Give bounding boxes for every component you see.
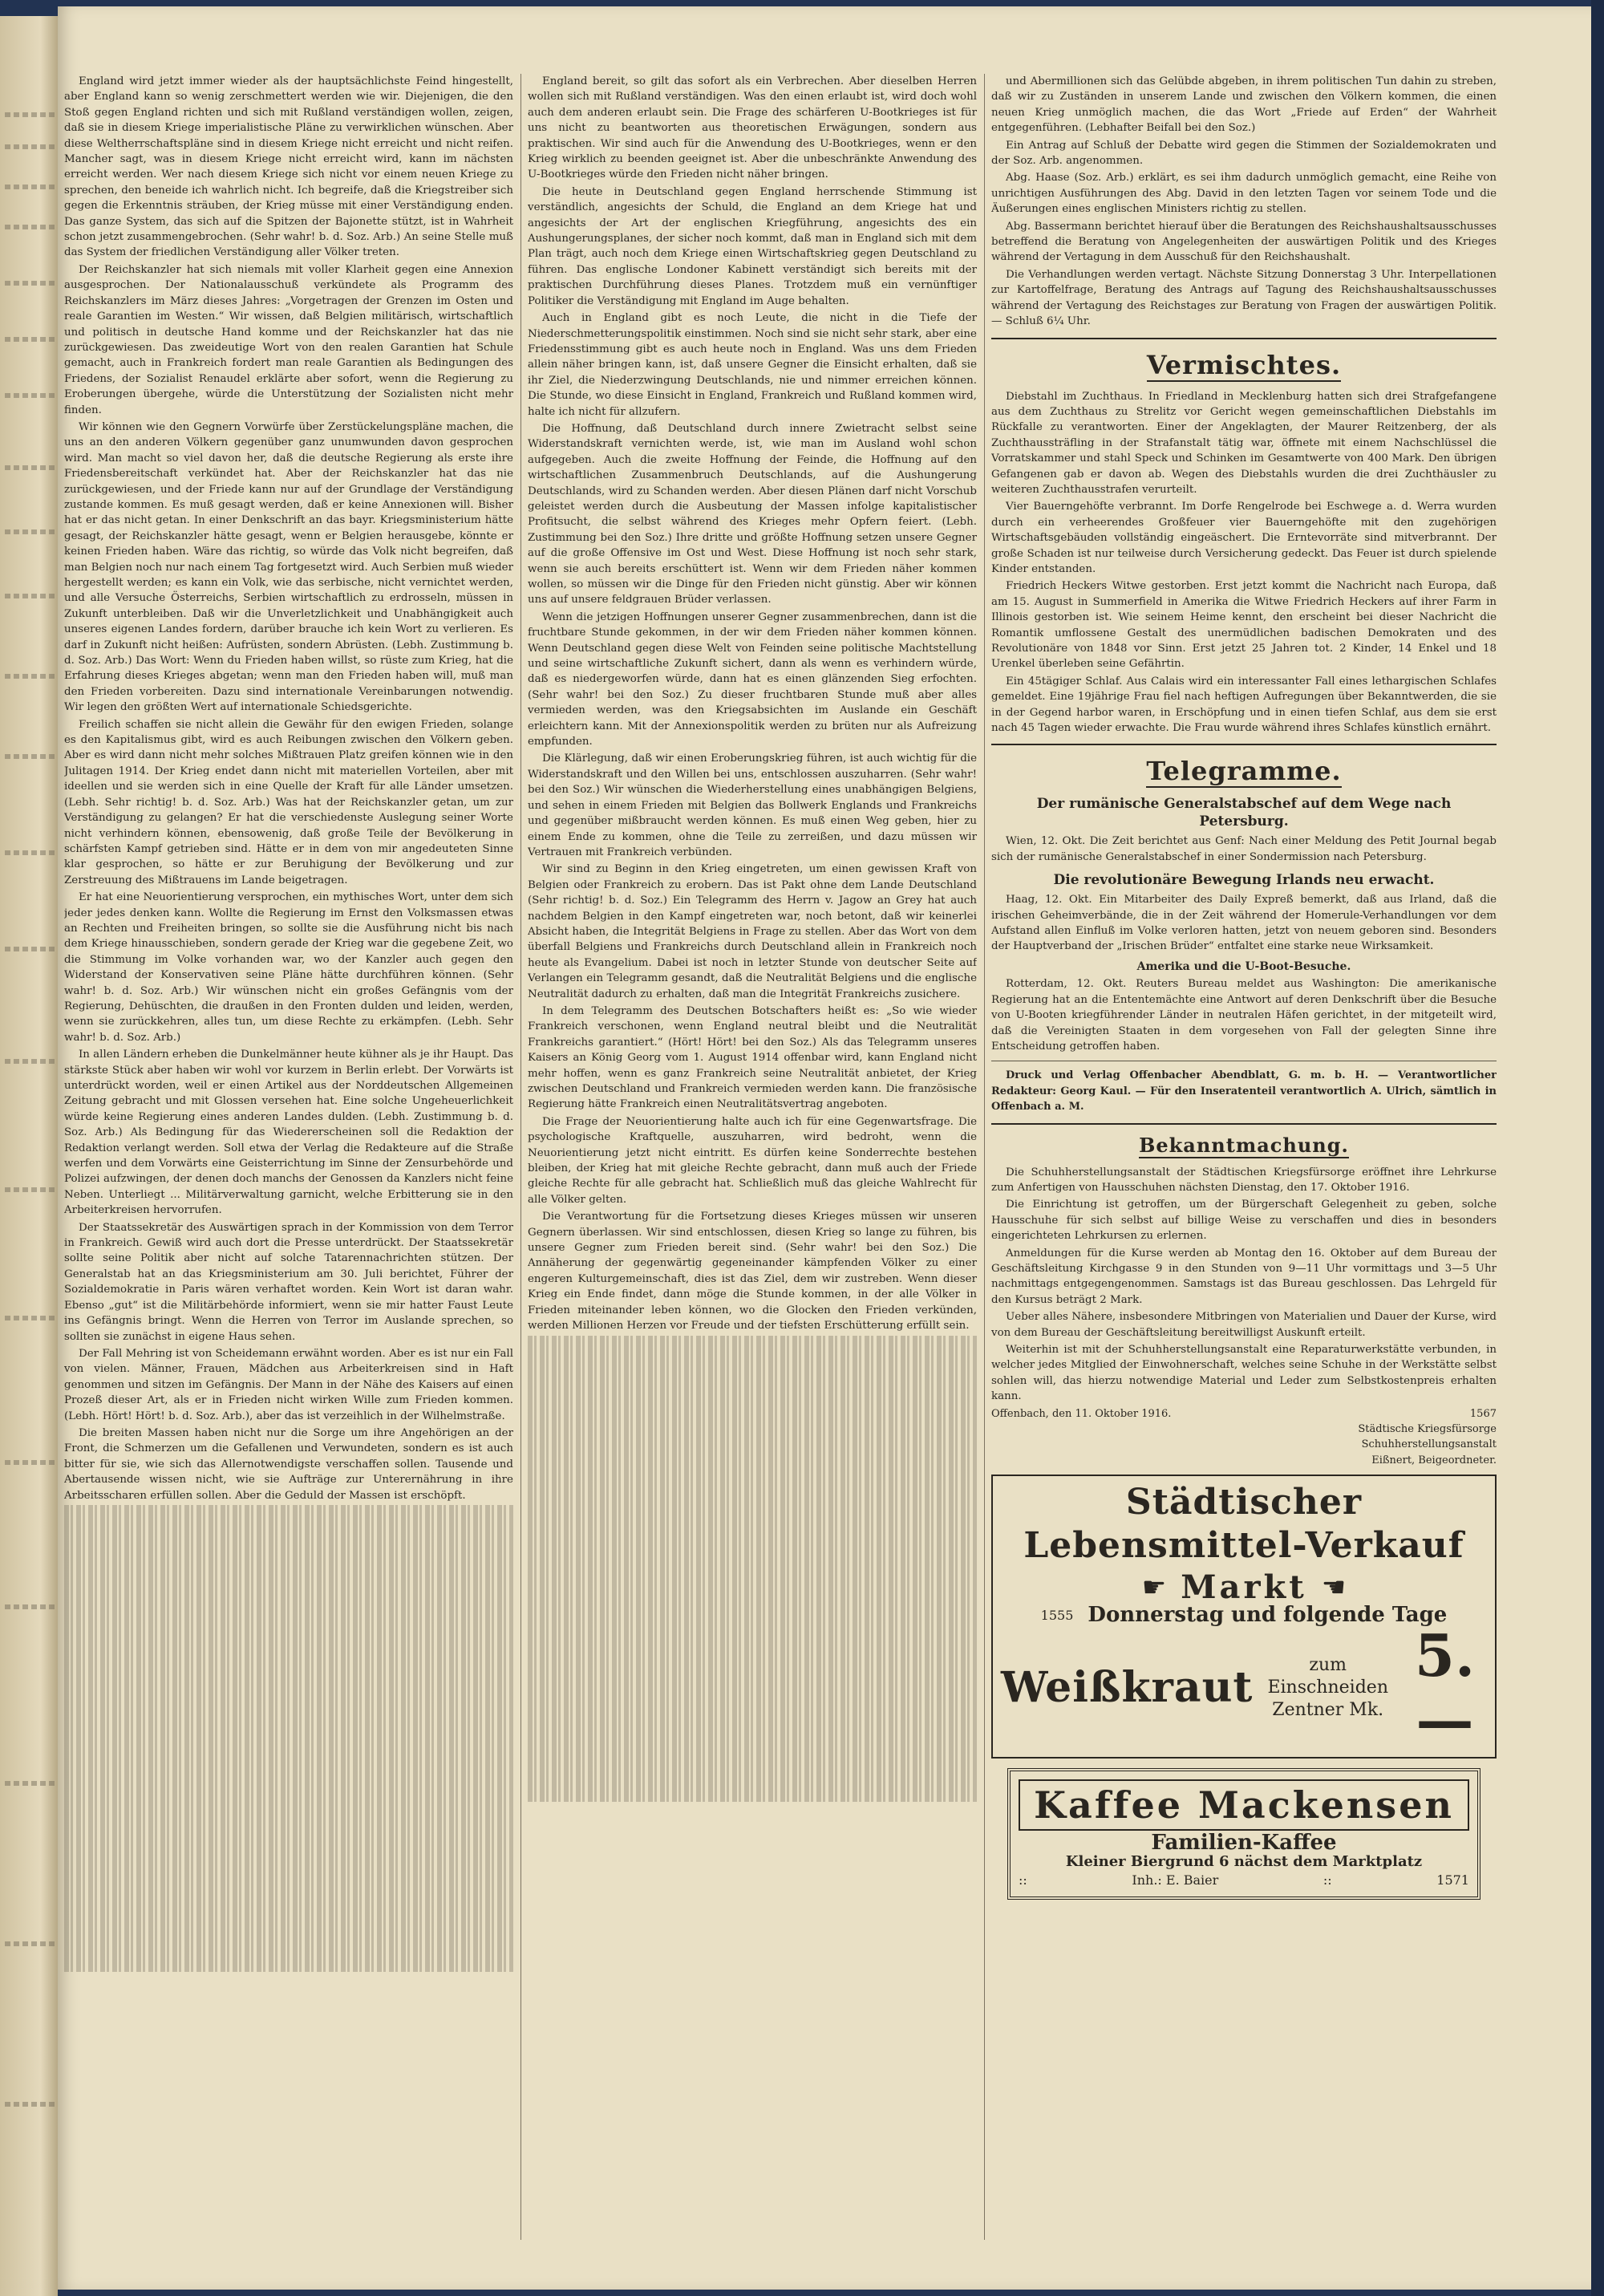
illegible-text-line: [528, 1475, 977, 1491]
illegible-text-line: [528, 1351, 977, 1366]
notice-signature: Eißnert, Beigeordneter.: [1371, 1454, 1497, 1466]
ad-kaffee-number: 1571: [1436, 1872, 1469, 1888]
illegible-text-line: [64, 1770, 513, 1785]
ad-purpose-line: zum Einschneiden: [1267, 1654, 1388, 1698]
column-3: [991, 74, 1497, 2240]
notice-signature: Schuhherstellungsanstalt: [1361, 1438, 1497, 1451]
advertisement-lebensmittel: [991, 1475, 1497, 1758]
illegible-text-line: [64, 1785, 513, 1800]
section-rule: [991, 744, 1497, 745]
ad-purpose: [1267, 1654, 1388, 1722]
illegible-text-line: [64, 1568, 513, 1583]
illegible-text-line: [64, 1863, 513, 1878]
illegible-text-line: [528, 1397, 977, 1413]
section-rule: [991, 1123, 1497, 1125]
section-title-telegramme: Telegramme.: [1146, 756, 1342, 787]
illegible-text-line: [528, 1429, 977, 1444]
illegible-text-line: [528, 1336, 977, 1351]
section-title-vermischtes: Vermischtes.: [1146, 349, 1342, 380]
telegram-headline: Amerika und die U-Boot-Besuche.: [1136, 959, 1351, 973]
article-paragraph: und Abermillionen sich das Gelübde abgeben, in ihrem politischen Tun dahin zu streben, daß wir zu Zuständen in unserem Lande und zwischen den Völkern kommen, die einen neuen Krieg unmöglich machen, die das Wort „Friede auf Erden“ der Wahrheit entgegenführen. (Lebhafter Beifall bei den Soz.): [991, 75, 1497, 135]
article-paragraph: Abg. Bassermann berichtet hierauf über die Beratungen des Reichshaushaltsausschusses betreffend die Beratung von Angelegenheiten der auswärtigen Politik und des Krieges während der Vertagung in dem Ausschuß für den Reichshaushalt.: [991, 220, 1497, 264]
ad-markt: Markt: [1181, 1568, 1307, 1607]
illegible-text-line: [64, 1738, 513, 1754]
illegible-text-line: [64, 1848, 513, 1863]
illegible-text-line: [528, 1507, 977, 1522]
column-divider: [520, 74, 521, 2240]
illegible-text-line: [64, 1629, 513, 1645]
illegible-text-line: [528, 1444, 977, 1459]
ad-days: Donnerstag und folgende Tage: [1088, 1603, 1448, 1628]
telegram-headline: Die revolutionäre Bewegung Irlands neu erwacht.: [1053, 872, 1435, 889]
illegible-text-line: [528, 1662, 977, 1677]
advertisement-kaffee: [1007, 1768, 1480, 1900]
illegible-text-line: [528, 1740, 977, 1755]
illegible-text-line: [64, 1645, 513, 1660]
section-rule: [991, 338, 1497, 339]
illegible-text-line: [64, 1754, 513, 1769]
imprint: Druck und Verlag Offenbacher Abendblatt, G. m. b. H. — Verantwortlicher Redakteur: Georg Kaul. — Für den Inseratenteil verantwortlich A. Ulrich, sämtlich in Offenbach a. M.: [991, 1069, 1497, 1114]
notice-paragraph: Die Einrichtung ist getroffen, um der Bürgerschaft Gelegenheit zu geben, solche Hausschuhe für sich selbst auf billige Weise zu verschaffen und dies in besonders eingerichteten Lehrkursen zu erlernen.: [991, 1199, 1497, 1243]
ad-kaffee-name: Kaffee Mackensen: [1019, 1779, 1469, 1831]
illegible-text-line: [528, 1413, 977, 1428]
illegible-text-line: [64, 1661, 513, 1676]
ornament-icon: ::: [1019, 1872, 1027, 1888]
article-paragraph: Freilich schaffen sie nicht allein die Gewähr für den ewigen Frieden, solange es den Kapitalismus gibt, wird es auch Reibungen zwischen den Völkern geben. Aber es wird dann nicht mehr solches Mißtrauen Platz greifen können wie in den Julitagen 1914. Der Krieg endet dann nicht mit materiellen Vorteilen, aber mit ideellen und sie werden sich in eine Quelle der Kraft für alle Länder umsetzen. (Lebh. Sehr richtig! b. d. Soz. Arb.) Was hat der Reichskanzler getan, um zur Verständigung zu gelangen? Er hat die verschiedenste Auslegung seiner Worte nicht verhindern können, ebensowenig, daß große Teile der Bevölkerung in schärfsten Kampf getrieben sind. Hätte er in dem von mir angedeuteten Sinne klar gesprochen, so hätte er zur Beruhigung der Bevölkerung und zur Zerstreuung des Mißtrauens im Lande beigetragen.: [64, 718, 513, 886]
illegible-text-line: [64, 1909, 513, 1925]
illegible-text-line: [528, 1491, 977, 1506]
ad-price: 5.—: [1414, 1621, 1476, 1754]
telegram-text: Haag, 12. Okt. Ein Mitarbeiter des Daily Expreß bemerkt, daß aus Irland, daß die irischen Geheimverbände, die in der Zeit während der Homerule-Verhandlungen vor dem Aufstand allen Einfluß im Volke verloren hatten, jetzt von neuem geboren sind. Besonders der Hauptverband der „Irischen Brüder“ entfaltet eine starke neue Wirksamkeit.: [991, 894, 1497, 953]
news-item: Ein 45tägiger Schlaf. Aus Calais wird ein interessanter Fall eines lethargischen Schlafes gemeldet. Eine 19jährige Frau fiel nach heftigen Aufregungen über Bekanntwerden, die sie in der Gegend harbor waren, in Erschöpfung und in einen tiefen Schlaf, aus dem sie erst nach 45 Tagen wieder erwachte. Die Frau wurde während ihres Schlafes künstlich ernährt.: [991, 675, 1497, 735]
telegram-headline: Der rumänische Generalstabschef auf dem Wege nach Petersburg.: [1036, 796, 1452, 830]
article-paragraph: Die Frage der Neuorientierung halte auch ich für eine Gegenwartsfrage. Die psychologische Kraftquelle, auszuharren, wird bedroht, wenn die Neuorientierung jetzt nicht eintritt. Es dürfen keine Sonderrechte bestehen bleiben, der Krieg hat mit gleiche Rechte gebracht, dann muß auch der Friede gleiche Rechte für alle gebracht hat. Schließlich muß das gleiche Wahlrecht für alle Völker gelten.: [528, 1115, 977, 1206]
illegible-text-line: [528, 1693, 977, 1708]
column-divider: [984, 74, 985, 2240]
article-paragraph: Der Fall Mehring ist von Scheidemann erwähnt worden. Aber es ist nur ein Fall von vielen. Männer, Frauen, Mädchen aus Arbeiterkreisen sind in Haft genommen und sitzen im Gefängnis. Der Mann in der Nähe des Kaisers auf einen Prozeß dieser Art, als er in Frieden nicht wirken Wille zum Frieden kommen. (Lebh. Hört! Hört! b. d. Soz. Arb.), aber das ist verzeihlich in der Wilhelmstraße.: [64, 1347, 513, 1422]
illegible-text-line: [528, 1522, 977, 1537]
ad-kaffee-address: Kleiner Biergrund 6 nächst dem Marktplatz: [1065, 1853, 1423, 1871]
notice-paragraph: Die Schuhherstellungsanstalt der Städtischen Kriegsfürsorge eröffnet ihre Lehrkurse zum Anfertigen von Hausschuhen nächsten Dienstag, den 17. Oktober 1916.: [991, 1166, 1497, 1194]
notice-signature: Städtische Kriegsfürsorge: [1358, 1423, 1497, 1436]
ad-purpose-line: Zentner Mk.: [1272, 1699, 1384, 1720]
article-paragraph: Wir können wie den Gegnern Vorwürfe über Zerstückelungspläne machen, die uns an den anderen Völkern gegenüber ganz unumwunden davon gesprochen wird. Man macht so viel davon her, daß die deutsche Regierung als erste ihre Friedensbereitschaft verkündet hat. Aber der Reichskanzler hat das nie zurückgewiesen, und der Friede kann nur auf der Grundlage der Verständigung zustande kommen. Es muß gesagt werden, daß er keine Annexionen will. Bisher hat er das nicht getan. In einer Denkschrift an das bayr. Kriegsministerium hätte gesagt, der Reichskanzler hätte gesagt, wenn er Belgien herausgebe, könnte er keinen Frieden haben. Wäre das richtig, so würde das Volk nicht begreifen, daß man Belgien noch nur nach einem Tag fortgesetzt wird. Auch Serbien muß wieder hergestellt werden; es kann ein Volk, wie das serbische, nicht vernichtet werden, und alle Versuche Österreichs, Serbien wirtschaftlich zu erdrosseln, müssen in Zukunft unterbleiben. Daß wir die Unverletzlichkeit und Unabhängigkeit auch unseres eigenen Landes fordern, darüber brauche ich kein Wort zu verlieren. Es darf in Zukunft nicht heißen: Aufrüsten, sondern Abrüsten. (Lebh. Zustimmung b. d. Soz. Arb.) Das Wort: Wenn du Frieden haben willst, so rüste zum Krieg, hat die Erfahrung dieses Krieges abgetan; wenn man den Frieden haben will, muß man den Frieden vorbereiten. Dazu sind internationale Vereinbarungen notwendig. Wir legen den größten Wert auf internationale Schiedsgerichte.: [64, 420, 513, 714]
article-paragraph: England bereit, so gilt das sofort als ein Verbrechen. Aber dieselben Herren wollen sich mit Rußland verständigen. Was den einen erlaubt ist, wird doch wohl auch dem anderen erlaubt sein. Die Frage des schärferen U-Bootkrieges ist für uns nicht zu beantworten aus theoretischen Erwägungen, sondern aus praktischen. Wir sind auch für die Anwendung des U-Bootkrieges, wenn er den Krieg wirklich zu beenden geeignet ist. Aber die unbeschränkte Anwendung des U-Bootkrieges würde den Frieden nicht näher bringen.: [528, 75, 977, 181]
pointing-hand-icon: ☛: [1141, 1571, 1167, 1604]
notice-paragraph: Weiterhin ist mit der Schuhherstellungsanstalt eine Reparaturwerkstätte verbunden, in welcher jedes Mitglied der Einwohnerschaft, welches seine Schuhe in der Werkstätte selbst sohlen will, das hierzu notwendige Material und Leder zum Selbstkostenpreis erhalten kann.: [991, 1344, 1497, 1403]
illegible-text-line: [528, 1553, 977, 1568]
article-paragraph: In dem Telegramm des Deutschen Botschafters heißt es: „So wie wieder Frankreich verschonen, wenn England neutral bleibt und die Neutralität Frankreichs garantiert.“ (Hört! Hört! bei den Soz.) Als das Telegramm unseres Kaisers an König Georg vom 1. August 1914 offenbar wird, kann England nicht mehr hoffen, wenn es ganz Frankreich seine Neutralität anbietet, der Krieg zwischen Deutschland und Frankreich vermieden werden kann. Die französische Regierung hätte Frankreich einen Neutralitätsvertrag angeboten.: [528, 1004, 977, 1111]
illegible-text-line: [528, 1677, 977, 1693]
illegible-text-line: [64, 1676, 513, 1691]
article-paragraph: Die Hoffnung, daß Deutschland durch innere Zwietracht selbst seine Widerstandskraft vernichten werde, ist, wie man im Ausland wohl schon aufgegeben. Auch die zweite Hoffnung der Feinde, die Hoffnung auf den wirtschaftlichen Zusammenbruch Deutschlands, auf die Aushungerung Deutschlands, wird zu Schanden werden. Aber diesen Plänen darf nicht Vorschub geleistet werden durch die Ausbeutung der Massen infolge kapitalistischer Profitsucht, die selbst während des Krieges mehr Opfern feiert. (Lebh. Zustimmung bei den Soz.) Ihre dritte und größte Hoffnung setzen unsere Gegner auf die große Offensive im Ost und West. Diese Hoffnung ist noch sehr stark, wenn sie auch bereits erschüttert ist. Wenn wir dem Frieden näher kommen wollen, so müssen wir die Dinge für den Frieden nicht günstig. Aber wir können uns auf unsere feldgrauen Brüder verlassen.: [528, 422, 977, 606]
article-paragraph: Die Klärlegung, daß wir einen Eroberungskrieg führen, ist auch wichtig für die Widerstandskraft und den Willen bei uns, entschlossen auszuharren. (Sehr wahr! bei den Soz.) Wir wünschen die Wiederherstellung eines unabhängigen Belgiens, und sehen in einem Frieden mit Belgien das Bollwerk Englands und Frankreichs und gegenüber mißbraucht werden können. Es muß einen Weg geben, hier zu einem Ende zu kommen, ohne die Teile zu zerreißen, und dazu müssen wir Vertrauen mit Frankreich verbünden.: [528, 752, 977, 858]
illegible-text-line: [64, 1505, 513, 1520]
article-paragraph: Abg. Haase (Soz. Arb.) erklärt, es sei ihm dadurch unmöglich gemacht, eine Reihe von unrichtigen Ausführungen des Abg. David in den letzten Tagen vor seinem Tode und die Äußerungen eines englischen Ministers richtig zu stellen.: [991, 172, 1497, 216]
article-paragraph: Auch in England gibt es noch Leute, die nicht in die Tiefe der Niederschmetterungspolitik einstimmen. Noch sind sie nicht sehr stark, aber eine Friedensstimmung gibt es auch heute noch in England. Was uns dem Frieden allein näher bringen kann, ist, daß unsere Gegner die Einsicht erhalten, daß sie ihr Ziel, die Niederzwingung Deutschlands, nie und nimmer erreichen können. Die Stunde, wo diese Einsicht in England, Frankreich und Rußland kommen wird, halte ich nicht für allzufern.: [528, 312, 977, 418]
illegible-text-line: [528, 1584, 977, 1600]
illegible-text-line: [64, 1552, 513, 1567]
column-2: [528, 74, 977, 2240]
article-paragraph: Die heute in Deutschland gegen England herrschende Stimmung ist verständlich, angesichts der Schuld, die England an dem Kriege hat und angesichts der Art der englischen Kriegführung, angesichts des ein Aushungerungsplanes, der sicher noch kommt, daß man in England sich mit dem Plan trägt, auch noch dem Kriege einen Wirtschaftskrieg gegen Deutschland zu führen. Das englische Londoner Kabinett verständigt sich bereits mit der praktischen Durchführung dieses Planes. Trotzdem muß ein vernünftiger Politiker die Verständigung mit England im Auge behalten.: [528, 185, 977, 307]
illegible-text-line: [528, 1755, 977, 1771]
pointing-hand-left-icon: ☚: [1321, 1571, 1347, 1604]
article-paragraph: Der Reichskanzler hat sich niemals mit voller Klarheit gegen eine Annexion ausgesprochen. Der Nationalausschuß verkündete als Programm des Reichskanzlers im März dieses Jahres: „Vorgetragen der Grenzen im Osten und reale Garantien im Westen.“ Wir wissen, daß Belgien militärisch, wirtschaftlich und politisch in deutsche Hand komme und der Reichskanzler hat das nie zurückgewiesen. Das zweideutige Wort von den realen Garantien hat Schule gemacht, auch in Frankreich fordert man reale Garantien als Bedingungen des Friedens, der Sozialist Renaudel erklärte aber sofort, wenn die Regierung zu Eroberungen übergehe, würde die Unterstützung der Sozialisten nicht mehr finden.: [64, 263, 513, 416]
illegible-text-line: [64, 1816, 513, 1832]
column-1: [64, 74, 513, 2240]
ad-markt-row: [1001, 1568, 1487, 1608]
notice-date: Offenbach, den 11. Oktober 1916.: [991, 1407, 1172, 1420]
ad-kaffee-owner: Inh.: E. Baier: [1132, 1872, 1219, 1888]
notice-number: 1567: [1469, 1407, 1497, 1420]
article-paragraph: Der Staatssekretär des Auswärtigen sprach in der Kommission von dem Terror in Frankreich. Gewiß wird auch dort die Presse unterdrückt. Der Staatssekretär sollte seine Politik aber nicht auf solche Tatarennachrichten stützen. Der Generalstab hat an das Kriegsministerium am 30. Juli berichtet, Führer der Sozialdemokratie in Paris wären verhaftet worden. Kein Wort ist daran wahr. Ebenso „gut“ ist die Militärbehörde informiert, wenn sie mir hatter Faust Leute ins Gefängnis bringt. Wenn die Herren von Terror im Auslande sprechen, so sollten sie zunächst in eigene Haus sehen.: [64, 1221, 513, 1343]
illegible-text-line: [528, 1771, 977, 1786]
ad-product: Weißkraut: [1001, 1662, 1254, 1712]
illegible-text-line: [528, 1382, 977, 1397]
ad-kaffee-subtitle: Familien-Kaffee: [1151, 1830, 1337, 1855]
ad-number: 1555: [1040, 1608, 1074, 1624]
article-paragraph: In allen Ländern erheben die Dunkelmänner heute kühner als je ihr Haupt. Das stärkste Stück aber haben wir wohl vor kurzem in Berlin erlebt. Der Vorwärts ist unterdrückt worden, weil er einen Artikel aus der Norddeutschen Allgemeinen Zeitung gebracht und mit Glossen versehen hat. Eine solche Ungeheuerlichkeit würde keine Regierung eines anderen Landes dulden. (Lebh. Zustimmung b. d. Soz. Arb.) Als Bedingung für das Wiedererscheinen soll die Redaktion der Redaktion verlangt werden. Soll etwa der Verlag die Redakteure auf die Straße werfen und dem Vorwärts eine Geisterrichtung im Sinne der Zensurbehörde und Polizei aufzwingen, der denen doch manchs der Genossen da Kanzlers nicht feine Neben. Unterliegt ... Militärverwaltung garnicht, welche Erbitterung sie in den Arbeiterkreisen hervorrufen.: [64, 1049, 513, 1217]
article-paragraph: Die Verantwortung für die Fortsetzung dieses Krieges müssen wir unseren Gegnern überlassen. Wir sind entschlossen, diesen Krieg so lange zu führen, bis unsere Gegner zum Frieden bereit sind. (Sehr wahr! bei den Soz.) Die Annäherung der gegenwärtig gegeneinander kämpfenden Völker zu einer engeren Kulturgemeinschaft, dies ist das Ziel, dem wir zustreben. Wenn dieser Krieg ein Ende findet, dann möge die Stunde kommen, in der alle Völker in Frieden miteinander leben können, wo die Glocken den Frieden verkünden, werden Millionen Herzen vor Freude und der tiefsten Erschütterung erfüllt sein.: [528, 1211, 977, 1333]
illegible-text-line: [64, 1692, 513, 1707]
illegible-text-line: [528, 1366, 977, 1381]
notice-paragraph: Anmeldungen für die Kurse werden ab Montag den 16. Oktober auf dem Bureau der Geschäftsleitung Kirchgasse 9 in den Stunden von 9—11 Uhr vormittags und 3—5 Uhr nachmittags entgegengenommen. Samstags ist das Bureau geschlossen. Das Lehrgeld für den Kursus beträgt 2 Mark.: [991, 1247, 1497, 1306]
illegible-text-line: [64, 1832, 513, 1847]
illegible-text-line: [64, 1956, 513, 1971]
illegible-text-line: [528, 1631, 977, 1646]
ad-title: Städtischer Lebensmittel-Verkauf: [1023, 1482, 1464, 1567]
ad-product-row: [1001, 1621, 1487, 1754]
binding-edge: [1591, 0, 1604, 2296]
news-item: Friedrich Heckers Witwe gestorben. Erst jetzt kommt die Nachricht nach Europa, daß am 15. August in Summerfield in Amerika die Witwe Friedrich Heckers auf ihrer Farm in Illinois gestorben ist. Wie seinem Heime kennt, den erscheint bei dieser Nachricht die Romantik umflossene Gestalt des unermüdlichen badischen Demokraten und des Revolutionäre von 1848 vor Sinn. Erst jetzt 25 Jahren tot. 2 Kinder, 14 Enkel und 18 Urenkel überleben seine Gefährtin.: [991, 580, 1497, 671]
news-item: Diebstahl im Zuchthaus. In Friedland in Mecklenburg hatten sich drei Strafgefangene aus dem Zuchthaus zu Strelitz vor Gericht wegen gemeinschaftlichen Diebstahls im Rückfalle zu verantworten. Einer der Angeklagten, der Maurer Reitzenberg, der als Zuchthaussträfling in der Strafanstalt tätig war, öffnete mit einem Nachschlüssel die Vorratskammer und stahl Speck und Schinken im Gesamtwerte von 400 Mark. Den übrigen Gefangenen gab er davon ab. Wegen des Diebstahls wurden die drei Zuchthäusler zu weiteren Zuchthausstrafen verurteilt.: [991, 390, 1497, 496]
illegible-text-line: [64, 1878, 513, 1893]
notice-paragraph: Ueber alles Nähere, insbesondere Mitbringen von Materialien und Dauer der Kurse, wird von dem Bureau der Geschäftsleitung bereitwilligst Auskunft erteilt.: [991, 1311, 1497, 1339]
illegible-text-line: [64, 1583, 513, 1598]
illegible-text-line: [528, 1646, 977, 1661]
illegible-text-line: [64, 1941, 513, 1956]
article-paragraph: Ein Antrag auf Schluß der Debatte wird gegen die Stimmen der Sozialdemokraten und der Soz. Arb. angenommen.: [991, 139, 1497, 168]
illegible-text-line: [528, 1616, 977, 1631]
ad-kaffee-owner-row: [1019, 1872, 1469, 1888]
illegible-text-line: [528, 1787, 977, 1802]
article-paragraph: Die breiten Massen haben nicht nur die Sorge um ihre Angehörigen an der Front, die Schmerzen um die Gefallenen und Verwundeten, sondern es ist auch bitter für sie, wie sich das Allernotwendigste verschaffen sollen. Tausende und Abertausende wissen nicht, wie sie Aufträge zur Unterernährung in ihre Arbeitsscharen erfüllen sollen. Aber die Geduld der Massen ist erschöpft.: [64, 1426, 513, 1502]
illegible-text-line: [64, 1598, 513, 1613]
illegible-text-line: [64, 1800, 513, 1815]
article-paragraph: Wir sind zu Beginn in den Krieg eingetreten, um einen gewissen Kraft von Belgien oder Frankreich zu erobern. Das ist Pakt ohne dem Lande Deutschland (Sehr richtig! b. d. Soz.) Ein Telegramm des Herrn v. Jagow an Grey hat auch nachdem Belgien in den Kampf eingetreten war, noch betont, daß wir keinerlei Absicht haben, die Integrität Belgiens in Frage zu stellen. Aber das Wort von dem überfall Belgiens und Frankreichs durch Deutschland allein in Frankreich noch heute als Evangelium. Dabei ist noch in letzter Stunde von deutscher Seite auf Verlangen ein Telegramm gesandt, daß die Neutralität Belgiens und die englische Neutralität dadurch zu erhalten, daß man die Integrität Frankreichs zusichere.: [528, 863, 977, 1000]
news-item: Vier Bauerngehöfte verbrannt. Im Dorfe Rengelrode bei Eschwege a. d. Werra wurden durch ein verheerendes Großfeuer vier Bauerngehöfte mit den zugehörigen Wirtschaftsgebäuden vollständig eingeäschert. Die Erntevorräte sind mitverbrannt. Der große Schaden ist nur teilweise durch Versicherung gedeckt. Das Feuer ist durch spielende Kinder entstanden.: [991, 501, 1497, 575]
section-title-bekanntmachung: Bekanntmachung.: [1139, 1133, 1349, 1157]
illegible-text-line: [528, 1709, 977, 1724]
illegible-text-line: [64, 1707, 513, 1722]
notice-dateline: [991, 1406, 1497, 1422]
ornament-icon: ::: [1322, 1872, 1332, 1888]
illegible-text-line: [64, 1520, 513, 1535]
telegram-text: Wien, 12. Okt. Die Zeit berichtet aus Genf: Nach einer Meldung des Petit Journal begab sich der rumänische Generalstabschef in einer Sondermission nach Petersburg.: [991, 835, 1497, 863]
illegible-text-line: [64, 1925, 513, 1941]
telegram-text: Rotterdam, 12. Okt. Reuters Bureau meldet aus Washington: Die amerikanische Regierung hat an die Ententemächte eine Antwort auf deren Denkschrift über die Besuche von U-Booten kriegführender Länder in neutralen Häfen gerichtet, in der mitgeteilt wird, daß die Vereinigten Staaten in dem vorgesehen von Fall der gelegten Sinne ihre Entscheidung getroffen haben.: [991, 978, 1497, 1053]
illegible-text-line: [528, 1460, 977, 1475]
illegible-text-line: [528, 1600, 977, 1615]
illegible-text-line: [64, 1722, 513, 1738]
illegible-text-line: [528, 1538, 977, 1553]
article-paragraph: England wird jetzt immer wieder als der hauptsächlichste Feind hingestellt, aber England kann so wenig zerschmettert werden wie wir. Diejenigen, die den Stoß gegen England richten und sich mit Rußland verständigen wollen, zeigen, daß sie in diesem Kriege imperialistische Pläne zu verwirklichen wünschen. Aber diese Weltherrschaftspläne sind in diesem Kriege nicht erreicht und nicht reifen. Mancher sagt, was in diesem Kriege nicht erreicht wird, kann im nächsten erreicht werden. Wer nach diesem Kriege sich nicht vor einem neuen Kriege zu sprechen, den beneide ich wahrlich nicht. Ich begreife, daß die Kriegstreiber sich gegen die Erkenntnis sträuben, der Krieg müsse mit einer Verständigung enden. Das ganze System, das sich auf die Spitzen der Bajonette stützt, ist in Wahrheit schon jetzt zusammengebrochen. (Sehr wahr! b. d. Soz. Arb.) An seine Stelle muß das System der friedlichen Verständigung aller Völker treten.: [64, 75, 513, 259]
article-paragraph: Er hat eine Neuorientierung versprochen, ein mythisches Wort, unter dem sich jeder jedes denken kann. Wollte die Regierung im Ernst den Volksmassen etwas an Rechten und Freiheiten bringen, so sollte sie die Ausführung nicht bis nach dem Kriege hinausschieben, sondern gerade der Krieg war die gegebene Zeit, wo die Stimmung im Volke vorhanden war, wo der Kanzler auch gegen den Widerstand der Konservativen seine Pläne hätte durchführen können. (Sehr wahr! b. d. Soz. Arb.) Wir wünschen nicht ein großes Gefängnis vom der Regierung, Dehüschten, die draußen in den Fronten dulden und leiden, werden, wenn sie zurückkehren, alles tun, um diese Rechte zu erkämpfen. (Lebh. Sehr wahr! b. d. Soz. Arb.): [64, 891, 513, 1044]
illegible-text-line: [528, 1724, 977, 1739]
illegible-text-line: [64, 1894, 513, 1909]
illegible-text-line: [528, 1568, 977, 1584]
article-paragraph: Die Verhandlungen werden vertagt. Nächste Sitzung Donnerstag 3 Uhr. Interpellationen zur Kartoffelfrage, Beratung des Antrags auf Tagung des Reichshaushaltsausschusses während der Vertagung des Reichstages zur Beratung von Fragen der auswärtigen Politik. — Schluß 6¼ Uhr.: [991, 268, 1497, 328]
illegible-text-line: [64, 1614, 513, 1629]
article-paragraph: Wenn die jetzigen Hoffnungen unserer Gegner zusammenbrechen, dann ist die fruchtbare Stunde gekommen, in der wir dem Frieden näher kommen können. Wenn Deutschland gegen diese Welt von Feinden seine politische Machtstellung und seine wirtschaftliche Zukunft sichert, dann als wenn es verhindern würde, daß es niedergeworfen würde, dann hat es einen glänzenden Sieg erfochten. (Sehr wahr! bei den Soz.) Zu dieser fruchtbaren Stunde muß aber alles vermieden werden, was den Kriegsabsichten im Auslande ein Geschäft erleichtern kann. Mit der Annexionspolitik werden zu brüten nur als Aufreizung empfunden.: [528, 611, 977, 748]
previous-page-edge: [0, 16, 58, 2296]
illegible-text-line: [64, 1536, 513, 1552]
